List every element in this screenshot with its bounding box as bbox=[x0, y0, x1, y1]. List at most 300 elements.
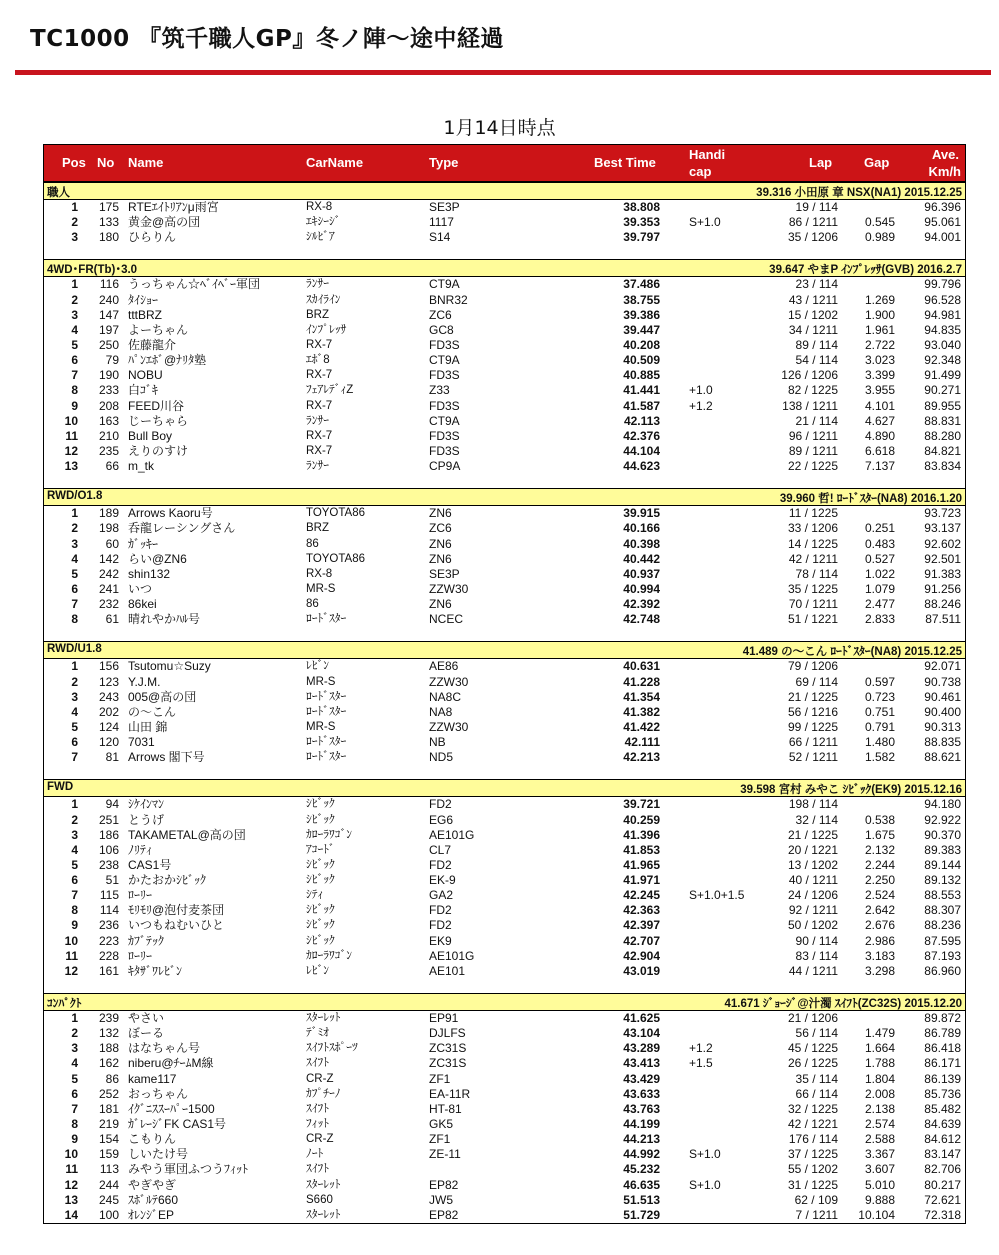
position-cell: 5 bbox=[71, 857, 78, 872]
car-number-cell: 202 bbox=[98, 704, 119, 719]
car-type-cell: NA8C bbox=[429, 689, 462, 704]
driver-name-cell: niberu@ﾁｰﾑM線 bbox=[128, 1056, 214, 1071]
lap-cell: 14 / 1225 bbox=[787, 536, 838, 551]
car-type-cell: AE86 bbox=[429, 659, 459, 674]
handicap-cell: S+1.0+1.5 bbox=[689, 888, 745, 903]
car-type-cell: JW5 bbox=[429, 1192, 453, 1207]
lap-cell: 66 / 114 bbox=[795, 1086, 838, 1101]
position-cell: 1 bbox=[71, 797, 78, 812]
car-number-cell: 51 bbox=[105, 873, 119, 888]
lap-cell: 21 / 1225 bbox=[787, 827, 838, 842]
lap-cell: 79 / 1206 bbox=[787, 659, 838, 674]
car-number-cell: 242 bbox=[98, 566, 119, 581]
car-type-cell: CP9A bbox=[429, 459, 461, 474]
lap-cell: 90 / 114 bbox=[795, 933, 838, 948]
best-time-cell: 43.429 bbox=[623, 1071, 660, 1086]
car-name-cell: ﾛｰﾄﾞｽﾀｰ bbox=[306, 690, 347, 703]
car-type-cell: FD2 bbox=[429, 857, 452, 872]
best-time-cell: 41.441 bbox=[623, 383, 660, 398]
position-cell: 2 bbox=[71, 215, 78, 230]
position-cell: 3 bbox=[71, 827, 78, 842]
table-row bbox=[44, 828, 965, 843]
table-row bbox=[44, 506, 965, 521]
best-time-cell: 42.213 bbox=[623, 750, 660, 765]
table-row bbox=[44, 903, 965, 918]
title-divider bbox=[15, 70, 991, 75]
average-speed-cell: 88.553 bbox=[924, 888, 961, 903]
car-number-cell: 124 bbox=[98, 719, 119, 734]
car-number-cell: 106 bbox=[98, 842, 119, 857]
header-type: Type bbox=[429, 155, 459, 170]
car-name-cell: ｼﾃｨ bbox=[306, 889, 324, 902]
best-time-cell: 42.904 bbox=[623, 948, 660, 963]
header-name: Name bbox=[128, 155, 164, 170]
category-record: 39.598 宮村 みやこ ｼﾋﾞｯｸ(EK9) 2015.12.16 bbox=[740, 784, 962, 797]
gap-cell: 0.751 bbox=[864, 704, 895, 719]
car-number-cell: 233 bbox=[98, 383, 119, 398]
average-speed-cell: 93.723 bbox=[924, 506, 961, 521]
best-time-cell: 40.259 bbox=[623, 812, 660, 827]
lap-cell: 32 / 1225 bbox=[787, 1101, 838, 1116]
driver-name-cell: 005@高の団 bbox=[128, 689, 197, 704]
average-speed-cell: 84.639 bbox=[924, 1117, 961, 1132]
category-name: 職人 bbox=[47, 187, 70, 199]
category-name: 4WD･FR(Tb)･3.0 bbox=[47, 264, 138, 277]
driver-name-cell: 山田 錦 bbox=[128, 719, 168, 734]
best-time-cell: 40.885 bbox=[623, 368, 660, 383]
header-handicap-line1: Handi bbox=[689, 147, 726, 162]
gap-cell: 0.545 bbox=[864, 215, 895, 230]
position-cell: 6 bbox=[71, 353, 78, 368]
car-type-cell: FD3S bbox=[429, 398, 460, 413]
car-number-cell: 245 bbox=[98, 1192, 119, 1207]
lap-cell: 54 / 114 bbox=[795, 353, 838, 368]
average-speed-cell: 92.922 bbox=[924, 812, 961, 827]
position-cell: 2 bbox=[71, 292, 78, 307]
category-name: ｺﾝﾊﾟｸﾄ bbox=[47, 998, 82, 1011]
average-speed-cell: 89.144 bbox=[924, 857, 961, 872]
car-name-cell: ｽﾀｰﾚｯﾄ bbox=[306, 1208, 341, 1221]
best-time-cell: 42.397 bbox=[623, 918, 660, 933]
car-number-cell: 133 bbox=[98, 215, 119, 230]
gap-cell: 4.627 bbox=[864, 413, 895, 428]
average-speed-cell: 92.501 bbox=[924, 551, 961, 566]
best-time-cell: 42.363 bbox=[623, 903, 660, 918]
position-cell: 7 bbox=[71, 1101, 78, 1116]
car-name-cell: CR-Z bbox=[306, 1072, 334, 1085]
table-row bbox=[44, 521, 965, 536]
gap-cell: 10.104 bbox=[858, 1207, 895, 1222]
position-cell: 5 bbox=[71, 719, 78, 734]
driver-name-cell: ｽﾎﾞﾙﾃ660 bbox=[128, 1192, 179, 1207]
position-cell: 9 bbox=[71, 1132, 78, 1147]
car-number-cell: 251 bbox=[98, 812, 119, 827]
driver-name-cell: こもりん bbox=[128, 1132, 177, 1147]
average-speed-cell: 88.831 bbox=[924, 413, 961, 428]
gap-cell: 0.791 bbox=[864, 719, 895, 734]
car-type-cell: FD3S bbox=[429, 443, 460, 458]
driver-name-cell: 86kei bbox=[128, 597, 157, 612]
car-type-cell: ZC31S bbox=[429, 1041, 467, 1056]
car-name-cell: ｽｶｲﾗｲﾝ bbox=[306, 293, 341, 306]
car-type-cell: EG6 bbox=[429, 812, 454, 827]
car-type-cell: FD3S bbox=[429, 368, 460, 383]
average-speed-cell: 88.307 bbox=[924, 903, 961, 918]
driver-name-cell: Y.J.M. bbox=[128, 674, 161, 689]
header-best-time: Best Time bbox=[594, 155, 656, 170]
average-speed-cell: 89.132 bbox=[924, 873, 961, 888]
table-row bbox=[44, 444, 965, 459]
driver-name-cell: kame117 bbox=[128, 1071, 177, 1086]
table-row bbox=[44, 323, 965, 338]
handicap-cell: +1.5 bbox=[689, 1056, 713, 1071]
average-speed-cell: 85.482 bbox=[924, 1101, 961, 1116]
gap-cell: 3.607 bbox=[864, 1162, 895, 1177]
car-name-cell: CR-Z bbox=[306, 1133, 334, 1146]
car-number-cell: 154 bbox=[98, 1132, 119, 1147]
driver-name-cell: Arrows 閣下号 bbox=[128, 750, 205, 765]
category-header bbox=[44, 993, 965, 1011]
best-time-cell: 43.633 bbox=[623, 1086, 660, 1101]
lap-cell: 50 / 1202 bbox=[787, 918, 838, 933]
average-speed-cell: 94.180 bbox=[924, 797, 961, 812]
car-type-cell: FD3S bbox=[429, 428, 460, 443]
gap-cell: 4.890 bbox=[864, 428, 895, 443]
position-cell: 5 bbox=[71, 1071, 78, 1086]
best-time-cell: 44.199 bbox=[623, 1117, 660, 1132]
lap-cell: 15 / 1202 bbox=[787, 307, 838, 322]
driver-name-cell: tttBRZ bbox=[128, 307, 163, 322]
car-type-cell: NA8 bbox=[429, 704, 453, 719]
car-name-cell: ｽｲﾌﾄｽﾎﾟｰﾂ bbox=[306, 1042, 358, 1055]
car-type-cell: SE3P bbox=[429, 200, 460, 214]
gap-cell: 0.251 bbox=[864, 521, 895, 536]
position-cell: 8 bbox=[71, 903, 78, 918]
driver-name-cell: 7031 bbox=[128, 735, 155, 750]
driver-name-cell: ﾓﾘﾓﾘ@泡付麦茶団 bbox=[128, 903, 225, 918]
car-number-cell: 252 bbox=[98, 1086, 119, 1101]
lap-cell: 35 / 114 bbox=[795, 1071, 838, 1086]
position-cell: 13 bbox=[64, 1192, 78, 1207]
average-speed-cell: 93.040 bbox=[924, 337, 961, 352]
lap-cell: 99 / 1225 bbox=[787, 719, 838, 734]
table-header bbox=[44, 145, 965, 182]
car-name-cell: BRZ bbox=[306, 308, 329, 321]
average-speed-cell: 86.139 bbox=[924, 1071, 961, 1086]
driver-name-cell: Arrows Kaoru号 bbox=[128, 506, 213, 521]
average-speed-cell: 85.736 bbox=[924, 1086, 961, 1101]
car-number-cell: 120 bbox=[98, 735, 119, 750]
gap-cell: 3.298 bbox=[864, 963, 895, 978]
car-number-cell: 210 bbox=[98, 428, 119, 443]
position-cell: 7 bbox=[71, 368, 78, 383]
section-spacer bbox=[44, 245, 965, 259]
car-number-cell: 243 bbox=[98, 689, 119, 704]
gap-cell: 1.675 bbox=[864, 827, 895, 842]
table-row bbox=[44, 1011, 965, 1026]
car-type-cell: ZC6 bbox=[429, 521, 452, 536]
handicap-cell: +1.0 bbox=[689, 383, 713, 398]
car-number-cell: 189 bbox=[98, 506, 119, 521]
lap-cell: 66 / 1211 bbox=[788, 735, 838, 750]
car-name-cell: ｼﾋﾞｯｸ bbox=[306, 919, 335, 932]
table-row bbox=[44, 750, 965, 765]
car-name-cell: ｼﾙﾋﾞｱ bbox=[306, 231, 335, 244]
gap-cell: 2.477 bbox=[864, 597, 895, 612]
lap-cell: 126 / 1206 bbox=[781, 368, 838, 383]
average-speed-cell: 96.528 bbox=[924, 292, 961, 307]
car-type-cell: ZF1 bbox=[429, 1071, 451, 1086]
lap-cell: 35 / 1206 bbox=[787, 230, 838, 245]
best-time-cell: 42.392 bbox=[623, 597, 660, 612]
best-time-cell: 43.104 bbox=[623, 1026, 660, 1041]
gap-cell: 1.480 bbox=[864, 735, 895, 750]
position-cell: 4 bbox=[71, 1056, 78, 1071]
table-row bbox=[44, 843, 965, 858]
best-time-cell: 39.915 bbox=[623, 506, 660, 521]
lap-cell: 40 / 1211 bbox=[788, 873, 838, 888]
table-row bbox=[44, 338, 965, 353]
driver-name-cell: 呑龍レーシングさん bbox=[128, 521, 236, 536]
car-name-cell: TOYOTA86 bbox=[306, 552, 366, 565]
car-name-cell: BRZ bbox=[306, 522, 329, 535]
car-name-cell: ｼﾋﾞｯｸ bbox=[306, 813, 335, 826]
car-type-cell: NB bbox=[429, 735, 446, 750]
driver-name-cell: TAKAMETAL@高の団 bbox=[128, 827, 246, 842]
car-name-cell: RX-7 bbox=[306, 429, 333, 442]
car-number-cell: 186 bbox=[98, 827, 119, 842]
lap-cell: 56 / 114 bbox=[795, 1026, 838, 1041]
position-cell: 2 bbox=[71, 1026, 78, 1041]
lap-cell: 44 / 1211 bbox=[788, 963, 838, 978]
lap-cell: 20 / 1221 bbox=[787, 842, 838, 857]
car-name-cell: ｶﾌﾟﾁｰﾉ bbox=[306, 1087, 341, 1100]
gap-cell: 3.367 bbox=[864, 1147, 895, 1162]
gap-cell: 1.900 bbox=[864, 307, 895, 322]
car-number-cell: 235 bbox=[98, 443, 119, 458]
car-name-cell: ｽｲﾌﾄ bbox=[306, 1057, 329, 1070]
lap-cell: 198 / 114 bbox=[788, 797, 838, 812]
lap-cell: 42 / 1221 bbox=[787, 1117, 838, 1132]
car-name-cell: ﾗﾝｻｰ bbox=[306, 414, 329, 427]
car-type-cell: ZN6 bbox=[429, 536, 452, 551]
gap-cell: 2.676 bbox=[864, 918, 895, 933]
table-row bbox=[44, 1041, 965, 1056]
car-number-cell: 163 bbox=[98, 413, 119, 428]
header-no: No bbox=[97, 155, 115, 170]
driver-name-cell: ｶﾞﾚｰｼﾞFK CAS1号 bbox=[128, 1117, 227, 1132]
car-name-cell: ﾛｰﾄﾞｽﾀｰ bbox=[306, 751, 347, 764]
gap-cell: 2.574 bbox=[864, 1117, 895, 1132]
lap-cell: 52 / 1211 bbox=[788, 750, 838, 765]
car-number-cell: 198 bbox=[98, 521, 119, 536]
average-speed-cell: 92.348 bbox=[924, 353, 961, 368]
average-speed-cell: 88.246 bbox=[924, 597, 961, 612]
table-row bbox=[44, 1208, 965, 1223]
handicap-cell: S+1.0 bbox=[689, 1177, 721, 1192]
driver-name-cell: ｶﾞｯｷｰ bbox=[128, 536, 159, 551]
category-header bbox=[44, 488, 965, 506]
average-speed-cell: 87.511 bbox=[925, 612, 961, 627]
driver-name-cell: とうげ bbox=[128, 812, 165, 827]
table-row bbox=[44, 567, 965, 582]
average-speed-cell: 83.834 bbox=[924, 459, 961, 474]
header-gap: Gap bbox=[864, 155, 890, 170]
driver-name-cell: ぼーる bbox=[128, 1026, 165, 1041]
driver-name-cell: 黄金@高の団 bbox=[128, 215, 201, 230]
car-name-cell: 86 bbox=[306, 598, 319, 611]
driver-name-cell: いつもねむいひと bbox=[128, 918, 225, 933]
driver-name-cell: やさい bbox=[128, 1011, 165, 1026]
driver-name-cell: m_tk bbox=[128, 459, 155, 474]
best-time-cell: 41.971 bbox=[623, 873, 660, 888]
car-name-cell: ｼﾋﾞｯｸ bbox=[306, 934, 335, 947]
table-row bbox=[44, 277, 965, 292]
table-row bbox=[44, 230, 965, 245]
car-type-cell: GK5 bbox=[429, 1117, 454, 1132]
average-speed-cell: 92.071 bbox=[924, 659, 961, 674]
lap-cell: 13 / 1202 bbox=[787, 857, 838, 872]
gap-cell: 2.524 bbox=[864, 888, 895, 903]
gap-cell: 1.022 bbox=[864, 566, 895, 581]
best-time-cell: 41.625 bbox=[623, 1011, 660, 1026]
car-name-cell: MR-S bbox=[306, 582, 336, 595]
gap-cell: 0.483 bbox=[864, 536, 895, 551]
car-type-cell: CT9A bbox=[429, 353, 460, 368]
car-number-cell: 123 bbox=[98, 674, 119, 689]
average-speed-cell: 93.137 bbox=[924, 521, 961, 536]
car-type-cell: ZN6 bbox=[429, 506, 452, 521]
lap-cell: 45 / 1225 bbox=[787, 1041, 838, 1056]
category-name: RWD/O1.8 bbox=[47, 490, 103, 503]
average-speed-cell: 87.193 bbox=[924, 948, 961, 963]
average-speed-cell: 86.960 bbox=[924, 963, 961, 978]
car-name-cell: ｱｺｰﾄﾞ bbox=[306, 843, 335, 856]
car-type-cell: ND5 bbox=[429, 750, 454, 765]
table-row bbox=[44, 612, 965, 627]
car-type-cell: ZE-11 bbox=[429, 1147, 461, 1162]
gap-cell: 1.961 bbox=[864, 322, 895, 337]
car-name-cell: ﾉｰﾄ bbox=[306, 1148, 324, 1161]
table-row bbox=[44, 964, 965, 979]
car-number-cell: 132 bbox=[98, 1026, 119, 1041]
header-pos: Pos bbox=[62, 155, 86, 170]
header-handicap-line2: cap bbox=[689, 164, 712, 179]
category-header bbox=[44, 182, 965, 200]
car-type-cell: ZZW30 bbox=[429, 581, 469, 596]
gap-cell: 2.642 bbox=[864, 903, 895, 918]
table-row bbox=[44, 797, 965, 812]
table-row bbox=[44, 934, 965, 949]
position-cell: 11 bbox=[65, 428, 78, 443]
table-row bbox=[44, 293, 965, 308]
car-number-cell: 188 bbox=[98, 1041, 119, 1056]
lap-cell: 78 / 114 bbox=[795, 566, 838, 581]
gap-cell: 1.804 bbox=[864, 1071, 895, 1086]
car-type-cell: ZZW30 bbox=[429, 674, 469, 689]
best-time-cell: 43.413 bbox=[623, 1056, 660, 1071]
table-row bbox=[44, 858, 965, 873]
header-average-line1: Ave. bbox=[932, 147, 959, 162]
lap-cell: 86 / 1211 bbox=[788, 215, 838, 230]
gap-cell: 1.079 bbox=[864, 581, 895, 596]
lap-cell: 82 / 1225 bbox=[787, 383, 838, 398]
section-spacer bbox=[44, 627, 965, 641]
best-time-cell: 41.422 bbox=[623, 719, 660, 734]
handicap-cell: S+1.0 bbox=[689, 215, 721, 230]
gap-cell: 7.137 bbox=[864, 459, 895, 474]
driver-name-cell: ｷﾀｻﾞﾜﾚﾋﾞﾝ bbox=[128, 963, 183, 978]
driver-name-cell: ひらりん bbox=[128, 230, 177, 245]
car-type-cell: GC8 bbox=[429, 322, 454, 337]
car-number-cell: 240 bbox=[98, 292, 119, 307]
position-cell: 4 bbox=[71, 551, 78, 566]
car-type-cell: EA-11R bbox=[429, 1086, 471, 1101]
table-row bbox=[44, 597, 965, 612]
driver-name-cell: 白ｺﾞｷ bbox=[128, 383, 159, 398]
best-time-cell: 43.763 bbox=[623, 1101, 660, 1116]
best-time-cell: 39.797 bbox=[623, 230, 660, 245]
header-carname: CarName bbox=[306, 155, 364, 170]
average-speed-cell: 72.621 bbox=[924, 1192, 961, 1207]
lap-cell: 24 / 1206 bbox=[787, 888, 838, 903]
average-speed-cell: 88.835 bbox=[924, 735, 961, 750]
car-name-cell: ｲﾝﾌﾟﾚｯｻ bbox=[306, 323, 347, 336]
average-speed-cell: 83.147 bbox=[924, 1147, 961, 1162]
best-time-cell: 43.019 bbox=[623, 963, 660, 978]
car-name-cell: ﾛｰﾄﾞｽﾀｰ bbox=[306, 705, 347, 718]
car-number-cell: 197 bbox=[98, 322, 119, 337]
category-record: 39.647 やまP ｲﾝﾌﾟﾚｯｻ(GVB) 2016.2.7 bbox=[769, 264, 962, 277]
car-number-cell: 79 bbox=[105, 353, 119, 368]
position-cell: 6 bbox=[71, 581, 78, 596]
car-name-cell: RX-7 bbox=[306, 338, 333, 351]
driver-name-cell: はなちゃん号 bbox=[128, 1041, 201, 1056]
average-speed-cell: 94.981 bbox=[924, 307, 961, 322]
table-row bbox=[44, 459, 965, 474]
car-number-cell: 250 bbox=[98, 337, 119, 352]
car-name-cell: RX-8 bbox=[306, 567, 333, 580]
position-cell: 3 bbox=[71, 536, 78, 551]
lap-cell: 11 / 1225 bbox=[788, 506, 838, 521]
category-record: 41.671 ｼﾞｮｰｼﾞ@汁濁 ｽｲﾌﾄ(ZC32S) 2015.12.20 bbox=[724, 998, 962, 1011]
car-name-cell: ｽｲﾌﾄ bbox=[306, 1163, 329, 1176]
lap-cell: 62 / 109 bbox=[794, 1192, 838, 1207]
position-cell: 10 bbox=[64, 413, 78, 428]
section-spacer bbox=[44, 765, 965, 779]
lap-cell: 7 / 1211 bbox=[795, 1207, 838, 1222]
average-speed-cell: 82.706 bbox=[924, 1162, 961, 1177]
average-speed-cell: 86.418 bbox=[924, 1041, 961, 1056]
car-number-cell: 190 bbox=[98, 368, 119, 383]
car-type-cell: HT-81 bbox=[429, 1101, 462, 1116]
position-cell: 8 bbox=[71, 383, 78, 398]
gap-cell: 2.244 bbox=[864, 857, 895, 872]
position-cell: 3 bbox=[71, 307, 78, 322]
table-row bbox=[44, 1193, 965, 1208]
gap-cell: 2.132 bbox=[864, 842, 895, 857]
table-row bbox=[44, 1102, 965, 1117]
best-time-cell: 51.513 bbox=[623, 1192, 660, 1207]
lap-cell: 21 / 1225 bbox=[787, 689, 838, 704]
car-type-cell: ZN6 bbox=[429, 551, 452, 566]
table-row bbox=[44, 918, 965, 933]
driver-name-cell: NOBU bbox=[128, 368, 163, 383]
gap-cell: 2.138 bbox=[864, 1101, 895, 1116]
best-time-cell: 41.853 bbox=[623, 842, 660, 857]
position-cell: 7 bbox=[71, 597, 78, 612]
driver-name-cell: CAS1号 bbox=[128, 857, 172, 872]
